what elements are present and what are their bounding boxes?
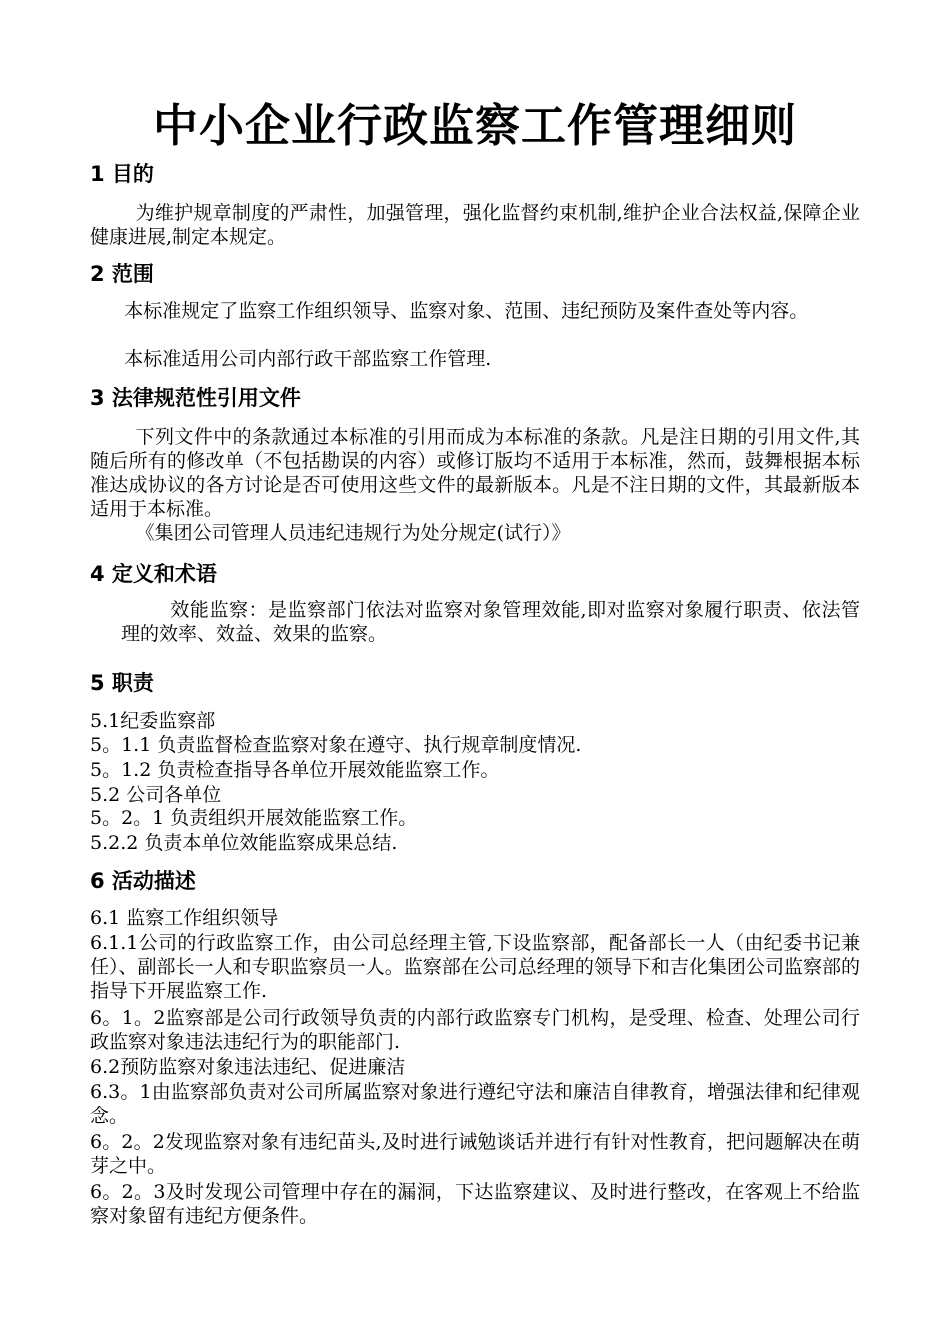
section-6-paragraph: 6。1。2监察部是公司行政领导负责的内部行政监察专门机构，是受理、检查、处理公司行政监察对象违法违纪行为的职能部门. [90, 1007, 860, 1053]
section-3-heading: 3 法律规范性引用文件 [90, 386, 301, 410]
section-6-paragraph: 6。2。3及时发现公司管理中存在的漏洞，下达监察建议、及时进行整改，在客观上不给监察对象留有违纪方便条件。 [90, 1181, 860, 1227]
section-6-paragraph: 6.1.1公司的行政监察工作，由公司总经理主管,下设监察部，配备部长一人（由纪委书记兼任）、副部长一人和专职监察员一人。监察部在公司总经理的领导下和吉化集团公司监察部的指导下开展监察工作. [90, 932, 860, 1002]
section-2-heading: 2 范围 [90, 262, 154, 286]
document-title: 中小企业行政监察工作管理细则 [152, 99, 797, 152]
section-3-paragraph-2: 《集团公司管理人员违纪违规行为处分规定(试行）》 [135, 522, 571, 544]
section-3-paragraph-1: 下列文件中的条款通过本标准的引用而成为本标准的条款。凡是注日期的引用文件,其随后所有的修改单（不包括勘误的内容）或修订版均不适用于本标准，然而，鼓舞根据本标准达成协议的各方讨论是否可使用这些文件的最新版本。凡是不注日期的文件，其最新版本适用于本标准。 [90, 426, 860, 520]
section-4-paragraph: 效能监察：是监察部门依法对监察对象管理效能,即对监察对象履行职责、依法管理的效率、效益、效果的监察。 [121, 599, 860, 645]
section-5-line: 5。2。1 负责组织开展效能监察工作。 [90, 807, 418, 829]
section-6-line: 6.2预防监察对象违法违纪、促进廉洁 [90, 1056, 406, 1078]
section-6-paragraph: 6.3。1由监察部负责对公司所属监察对象进行遵纪守法和廉洁自律教育，增强法律和纪律观念。 [90, 1081, 860, 1127]
section-2-paragraph-1: 本标准规定了监察工作组织领导、监察对象、范围、违纪预防及案件查处等内容。 [124, 300, 809, 322]
section-1-heading: 1 目的 [90, 162, 154, 186]
section-6-line: 6.1 监察工作组织领导 [90, 907, 279, 929]
section-6-heading: 6 活动描述 [90, 869, 196, 893]
section-5-line: 5.2.2 负责本单位效能监察成果总结. [90, 832, 398, 854]
section-4-heading: 4 定义和术语 [90, 562, 217, 586]
section-5-line: 5.1纪委监察部 [90, 710, 216, 732]
section-6-paragraph: 6。2。2发现监察对象有违纪苗头,及时进行诫勉谈话并进行有针对性教育，把问题解决在萌芽之中。 [90, 1131, 860, 1177]
section-5-line: 5.2 公司各单位 [90, 784, 222, 806]
section-5-heading: 5 职责 [90, 671, 154, 695]
section-5-line: 5。1.1 负责监督检查监察对象在遵守、执行规章制度情况. [90, 734, 582, 756]
section-5-line: 5。1.2 负责检查指导各单位开展效能监察工作。 [90, 759, 500, 781]
section-1-paragraph: 为维护规章制度的严肃性，加强管理，强化监督约束机制,维护企业合法权益,保障企业健康进展,制定本规定。 [90, 202, 860, 248]
section-2-paragraph-2: 本标准适用公司内部行政干部监察工作管理. [124, 348, 492, 370]
